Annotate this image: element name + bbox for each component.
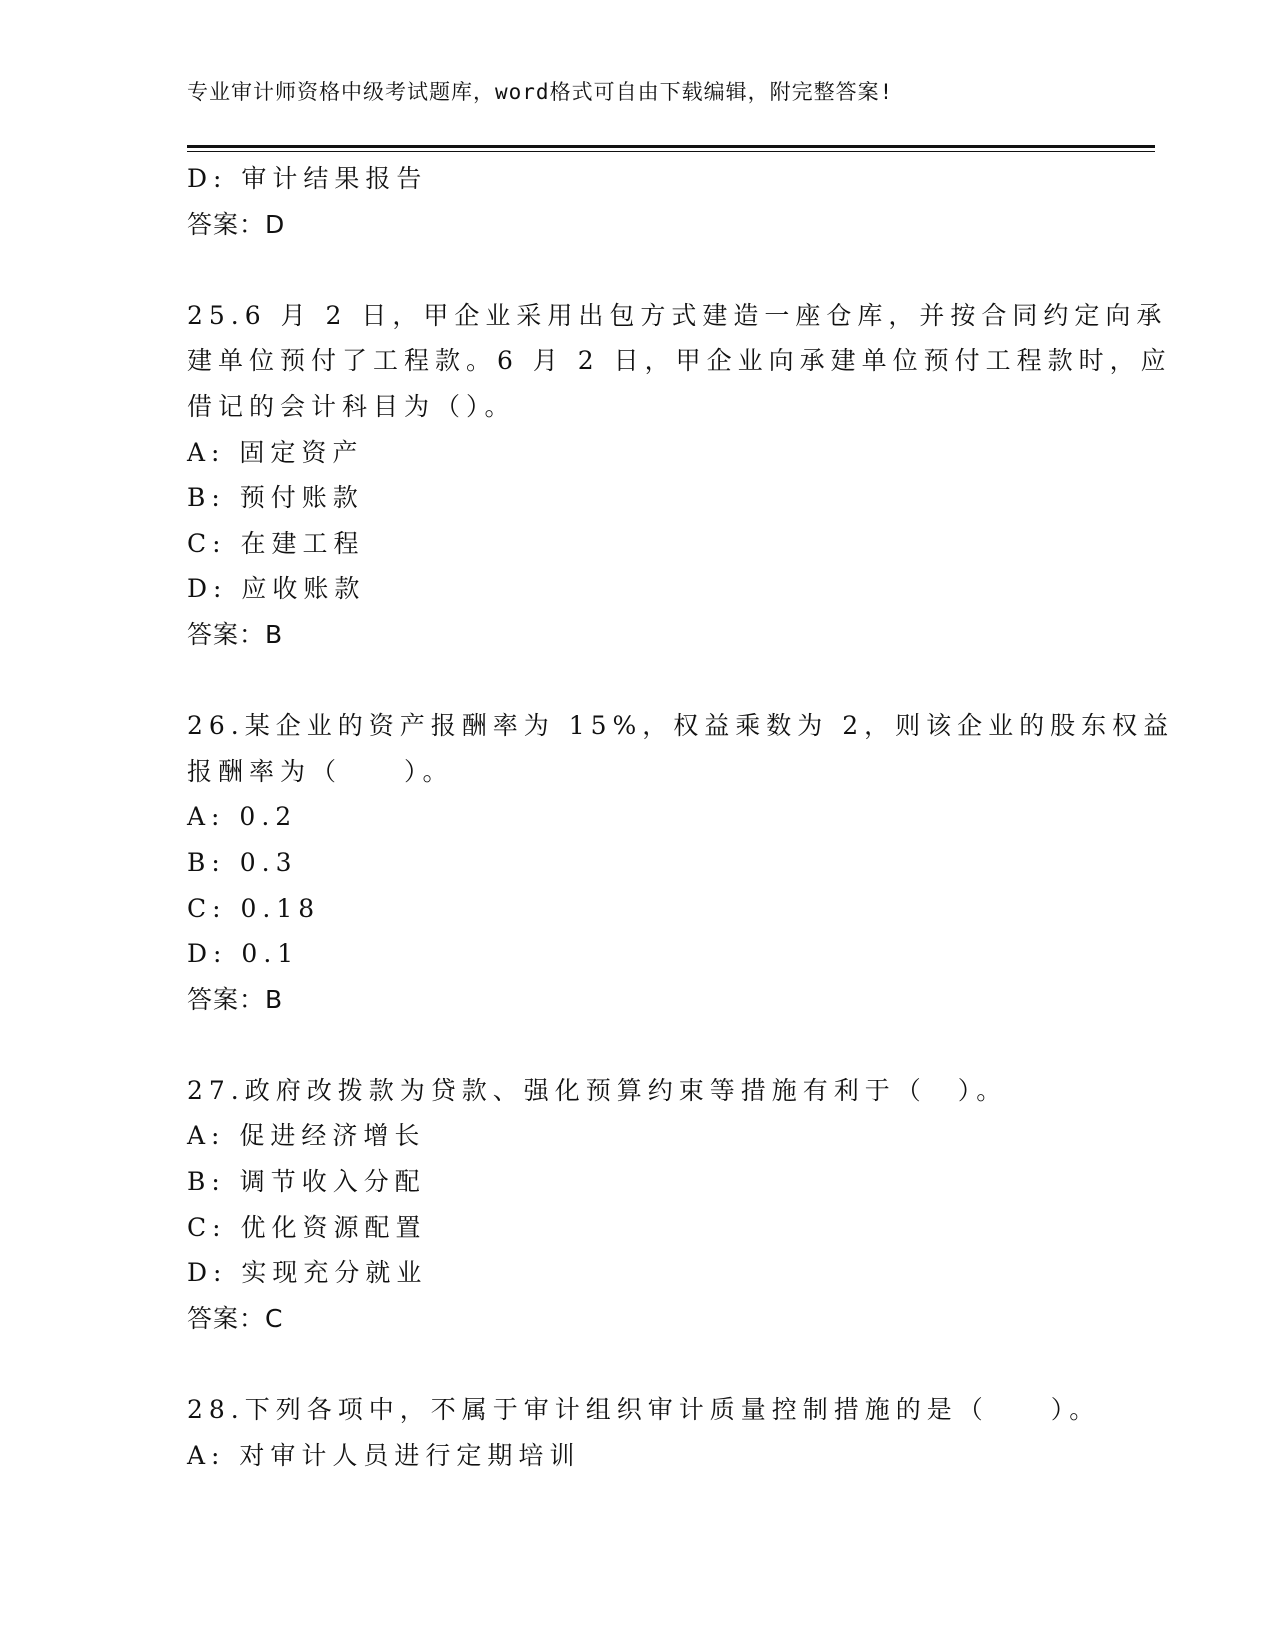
question-text-line: 27.政府改拨款为贷款、强化预算约束等措施有利于（ ）。	[187, 1075, 1008, 1105]
option-a: A: 固定资产	[187, 437, 364, 467]
answer-line: 答案：C	[187, 1303, 284, 1333]
question-text-line: 26.某企业的资产报酬率为 15%，权益乘数为 2，则该企业的股东权益	[187, 711, 1175, 741]
header-rule-thick	[187, 145, 1155, 148]
answer-line: 答案：D	[187, 209, 286, 239]
page-header: 专业审计师资格中级考试题库，word格式可自由下载编辑，附完整答案!	[187, 80, 894, 104]
option-c: C: 优化资源配置	[187, 1212, 427, 1242]
option-b: B: 预付账款	[187, 483, 364, 513]
option-a: A: 促进经济增长	[187, 1121, 426, 1151]
question-25	[187, 293, 1172, 658]
option-d: D: 实现充分就业	[187, 1258, 428, 1288]
option-d: D: 应收账款	[187, 574, 366, 604]
question-content	[187, 156, 1175, 1478]
question-text-line: 28.下列各项中，不属于审计组织审计质量控制措施的是（ ）。	[187, 1395, 1101, 1425]
header-rule-thin	[187, 151, 1155, 152]
question-text-line: 报酬率为（ ）。	[187, 756, 454, 786]
option-c: C: 0.18	[187, 893, 321, 923]
option-a: A: 0.2	[187, 802, 298, 832]
answer-line: 答案：B	[187, 619, 284, 649]
question-28	[187, 1387, 1101, 1478]
question-text-line: 建单位预付了工程款。6 月 2 日，甲企业向承建单位预付工程款时，应	[187, 346, 1172, 376]
spacer	[187, 1341, 1087, 1387]
spacer	[187, 1022, 1087, 1068]
question-27	[187, 1068, 1087, 1342]
option-a: A: 对审计人员进行定期培训	[187, 1440, 581, 1470]
question-text-line: 借记的会计科目为（）。	[187, 391, 516, 421]
spacer	[187, 247, 1087, 293]
option-d: D: 0.1	[187, 939, 300, 969]
option-c: C: 在建工程	[187, 528, 365, 558]
option-b: B: 调节收入分配	[187, 1167, 426, 1197]
spacer	[187, 658, 1087, 704]
option-b: B: 0.3	[187, 847, 298, 877]
answer-line: 答案：B	[187, 984, 284, 1014]
option-d: D: 审计结果报告	[187, 164, 428, 193]
question-26	[187, 703, 1175, 1022]
question-text-line: 25.6 月 2 日，甲企业采用出包方式建造一座仓库，并按合同约定向承	[187, 300, 1168, 330]
